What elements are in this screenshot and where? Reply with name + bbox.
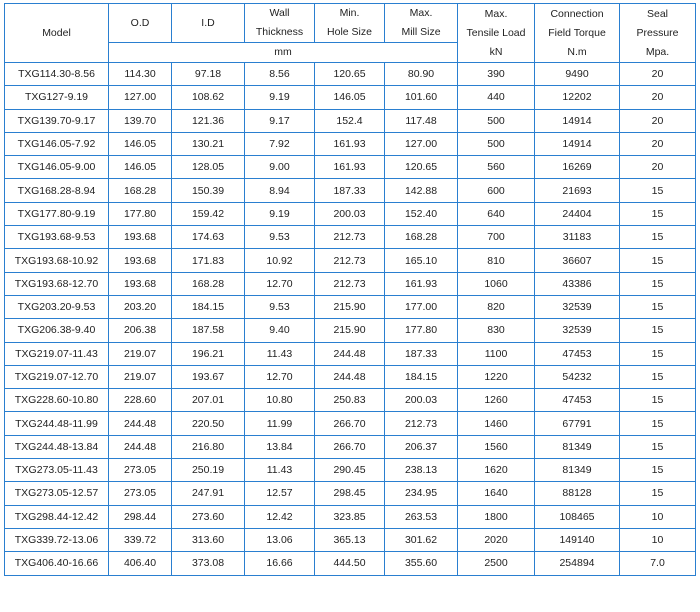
- cell-od: 244.48: [109, 412, 172, 435]
- cell-max-mill-size: 184.15: [385, 365, 458, 388]
- cell-field-torque: 88128: [535, 482, 620, 505]
- cell-min-hole-size: 152.4: [315, 109, 385, 132]
- cell-max-mill-size: 80.90: [385, 63, 458, 86]
- table-row: [5, 132, 696, 155]
- table-row: [5, 412, 696, 435]
- cell-id: 97.18: [172, 63, 245, 86]
- header-min-hole-line2: Hole Size: [327, 26, 372, 38]
- table-row: [5, 459, 696, 482]
- cell-field-torque: 149140: [535, 528, 620, 551]
- cell-id: 108.62: [172, 86, 245, 109]
- header-id: [172, 4, 245, 43]
- cell-id: 121.36: [172, 109, 245, 132]
- header-seal-pressure: [620, 4, 696, 63]
- cell-max-mill-size: 355.60: [385, 552, 458, 575]
- cell-od: 168.28: [109, 179, 172, 202]
- cell-seal-pressure: 15: [620, 319, 696, 342]
- cell-min-hole-size: 444.50: [315, 552, 385, 575]
- cell-seal-pressure: 15: [620, 249, 696, 272]
- header-wall-line2: Thickness: [255, 26, 304, 38]
- cell-field-torque: 67791: [535, 412, 620, 435]
- cell-field-torque: 16269: [535, 156, 620, 179]
- cell-field-torque: 31183: [535, 226, 620, 249]
- cell-model: TXG146.05-7.92: [5, 132, 109, 155]
- cell-field-torque: 47453: [535, 342, 620, 365]
- cell-model: TXG206.38-9.40: [5, 319, 109, 342]
- cell-od: 177.80: [109, 202, 172, 225]
- cell-model: TXG339.72-13.06: [5, 528, 109, 551]
- cell-min-hole-size: 215.90: [315, 295, 385, 318]
- cell-min-hole-size: 120.65: [315, 63, 385, 86]
- cell-max-tensile-load: 1060: [458, 272, 535, 295]
- cell-wall-thickness: 9.19: [245, 86, 315, 109]
- cell-seal-pressure: 15: [620, 179, 696, 202]
- cell-wall-thickness: 9.40: [245, 319, 315, 342]
- cell-field-torque: 32539: [535, 295, 620, 318]
- header-wall-thickness: [245, 4, 315, 43]
- header-torque-line1: Connection: [550, 7, 604, 20]
- cell-od: 193.68: [109, 272, 172, 295]
- cell-od: 219.07: [109, 365, 172, 388]
- header-seal-line2: Pressure: [636, 26, 679, 39]
- cell-od: 244.48: [109, 435, 172, 458]
- cell-id: 216.80: [172, 435, 245, 458]
- cell-seal-pressure: 15: [620, 459, 696, 482]
- cell-seal-pressure: 20: [620, 109, 696, 132]
- header-tensile-line1: Max.: [484, 7, 508, 20]
- cell-wall-thickness: 11.99: [245, 412, 315, 435]
- cell-field-torque: 81349: [535, 459, 620, 482]
- cell-id: 130.21: [172, 132, 245, 155]
- table-row: [5, 342, 696, 365]
- cell-max-tensile-load: 1800: [458, 505, 535, 528]
- cell-max-mill-size: 127.00: [385, 132, 458, 155]
- cell-id: 313.60: [172, 528, 245, 551]
- header-max-mill-line1: Max.: [409, 7, 433, 19]
- cell-model: TXG177.80-9.19: [5, 202, 109, 225]
- cell-model: TXG244.48-11.99: [5, 412, 109, 435]
- table-body: [5, 63, 696, 576]
- cell-model: TXG273.05-11.43: [5, 459, 109, 482]
- cell-min-hole-size: 212.73: [315, 226, 385, 249]
- cell-id: 171.83: [172, 249, 245, 272]
- cell-wall-thickness: 11.43: [245, 342, 315, 365]
- cell-seal-pressure: 10: [620, 505, 696, 528]
- cell-od: 203.20: [109, 295, 172, 318]
- cell-model: TXG193.68-9.53: [5, 226, 109, 249]
- cell-max-tensile-load: 1260: [458, 389, 535, 412]
- header-min-hole-size: [315, 4, 385, 43]
- cell-model: TXG146.05-9.00: [5, 156, 109, 179]
- table-row: [5, 365, 696, 388]
- cell-max-tensile-load: 1460: [458, 412, 535, 435]
- cell-field-torque: 108465: [535, 505, 620, 528]
- cell-field-torque: 14914: [535, 132, 620, 155]
- table-row: [5, 109, 696, 132]
- header-od-label: O.D: [130, 16, 150, 29]
- cell-min-hole-size: 161.93: [315, 132, 385, 155]
- table-row: [5, 86, 696, 109]
- cell-wall-thickness: 10.92: [245, 249, 315, 272]
- table-row: [5, 482, 696, 505]
- cell-min-hole-size: 161.93: [315, 156, 385, 179]
- cell-id: 273.60: [172, 505, 245, 528]
- cell-min-hole-size: 244.48: [315, 342, 385, 365]
- cell-max-tensile-load: 600: [458, 179, 535, 202]
- table-row: [5, 202, 696, 225]
- table-row: [5, 179, 696, 202]
- cell-min-hole-size: 212.73: [315, 272, 385, 295]
- cell-min-hole-size: 250.83: [315, 389, 385, 412]
- cell-field-torque: 24404: [535, 202, 620, 225]
- cell-seal-pressure: 15: [620, 342, 696, 365]
- cell-id: 128.05: [172, 156, 245, 179]
- table-row: [5, 249, 696, 272]
- cell-max-tensile-load: 440: [458, 86, 535, 109]
- header-tensile-unit: kN: [489, 45, 503, 58]
- cell-od: 406.40: [109, 552, 172, 575]
- cell-max-tensile-load: 2020: [458, 528, 535, 551]
- cell-wall-thickness: 10.80: [245, 389, 315, 412]
- cell-id: 250.19: [172, 459, 245, 482]
- cell-max-mill-size: 142.88: [385, 179, 458, 202]
- table-row: [5, 272, 696, 295]
- cell-model: TXG244.48-13.84: [5, 435, 109, 458]
- cell-field-torque: 47453: [535, 389, 620, 412]
- cell-max-mill-size: 177.00: [385, 295, 458, 318]
- cell-seal-pressure: 10: [620, 528, 696, 551]
- cell-min-hole-size: 298.45: [315, 482, 385, 505]
- cell-id: 193.67: [172, 365, 245, 388]
- cell-min-hole-size: 244.48: [315, 365, 385, 388]
- cell-model: TXG219.07-11.43: [5, 342, 109, 365]
- cell-max-mill-size: 117.48: [385, 109, 458, 132]
- header-max-tensile-load: [458, 4, 535, 63]
- cell-min-hole-size: 212.73: [315, 249, 385, 272]
- table-row: [5, 505, 696, 528]
- cell-max-tensile-load: 820: [458, 295, 535, 318]
- cell-wall-thickness: 12.70: [245, 272, 315, 295]
- cell-wall-thickness: 7.92: [245, 132, 315, 155]
- cell-od: 273.05: [109, 482, 172, 505]
- cell-min-hole-size: 200.03: [315, 202, 385, 225]
- cell-max-mill-size: 165.10: [385, 249, 458, 272]
- cell-od: 139.70: [109, 109, 172, 132]
- cell-seal-pressure: 20: [620, 156, 696, 179]
- cell-model: TXG127-9.19: [5, 86, 109, 109]
- header-model: [5, 4, 109, 63]
- cell-seal-pressure: 15: [620, 202, 696, 225]
- table-row: [5, 389, 696, 412]
- cell-field-torque: 21693: [535, 179, 620, 202]
- cell-seal-pressure: 7.0: [620, 552, 696, 575]
- cell-field-torque: 12202: [535, 86, 620, 109]
- cell-max-mill-size: 206.37: [385, 435, 458, 458]
- cell-max-mill-size: 120.65: [385, 156, 458, 179]
- cell-max-tensile-load: 1220: [458, 365, 535, 388]
- table-row: [5, 319, 696, 342]
- table-header: [5, 4, 696, 63]
- header-torque-unit: N.m: [567, 45, 587, 58]
- cell-max-mill-size: 187.33: [385, 342, 458, 365]
- cell-seal-pressure: 15: [620, 412, 696, 435]
- cell-max-mill-size: 212.73: [385, 412, 458, 435]
- cell-field-torque: 254894: [535, 552, 620, 575]
- cell-model: TXG219.07-12.70: [5, 365, 109, 388]
- cell-seal-pressure: 15: [620, 365, 696, 388]
- cell-model: TXG168.28-8.94: [5, 179, 109, 202]
- cell-max-mill-size: 263.53: [385, 505, 458, 528]
- cell-model: TXG228.60-10.80: [5, 389, 109, 412]
- table-row: [5, 295, 696, 318]
- header-od: [109, 4, 172, 43]
- cell-id: 184.15: [172, 295, 245, 318]
- header-min-hole-line1: Min.: [339, 7, 360, 19]
- cell-wall-thickness: 13.06: [245, 528, 315, 551]
- header-max-mill-line2: Mill Size: [401, 26, 441, 38]
- cell-field-torque: 32539: [535, 319, 620, 342]
- cell-seal-pressure: 15: [620, 226, 696, 249]
- cell-field-torque: 54232: [535, 365, 620, 388]
- cell-max-tensile-load: 700: [458, 226, 535, 249]
- cell-max-tensile-load: 810: [458, 249, 535, 272]
- cell-seal-pressure: 15: [620, 389, 696, 412]
- table-row: [5, 552, 696, 575]
- cell-od: 273.05: [109, 459, 172, 482]
- cell-od: 114.30: [109, 63, 172, 86]
- header-model-label: Model: [42, 26, 71, 39]
- header-mm-unit-label: mm: [274, 46, 292, 58]
- cell-wall-thickness: 12.57: [245, 482, 315, 505]
- cell-wall-thickness: 12.42: [245, 505, 315, 528]
- cell-od: 127.00: [109, 86, 172, 109]
- header-mm-unit: [109, 43, 458, 63]
- header-seal-line1: Seal: [646, 7, 668, 20]
- cell-max-mill-size: 200.03: [385, 389, 458, 412]
- cell-wall-thickness: 13.84: [245, 435, 315, 458]
- cell-field-torque: 43386: [535, 272, 620, 295]
- cell-id: 207.01: [172, 389, 245, 412]
- cell-field-torque: 81349: [535, 435, 620, 458]
- cell-od: 228.60: [109, 389, 172, 412]
- header-seal-unit: Mpa.: [645, 45, 670, 58]
- cell-wall-thickness: 9.53: [245, 295, 315, 318]
- cell-id: 159.42: [172, 202, 245, 225]
- cell-model: TXG193.68-12.70: [5, 272, 109, 295]
- cell-id: 168.28: [172, 272, 245, 295]
- cell-max-tensile-load: 1640: [458, 482, 535, 505]
- cell-id: 220.50: [172, 412, 245, 435]
- cell-max-tensile-load: 640: [458, 202, 535, 225]
- cell-max-mill-size: 152.40: [385, 202, 458, 225]
- cell-wall-thickness: 16.66: [245, 552, 315, 575]
- cell-od: 219.07: [109, 342, 172, 365]
- table-row: [5, 528, 696, 551]
- cell-min-hole-size: 215.90: [315, 319, 385, 342]
- header-tensile-line2: Tensile Load: [466, 26, 526, 39]
- header-connection-field-torque: [535, 4, 620, 63]
- cell-max-tensile-load: 1560: [458, 435, 535, 458]
- cell-model: TXG193.68-10.92: [5, 249, 109, 272]
- cell-od: 339.72: [109, 528, 172, 551]
- header-id-label: I.D: [201, 16, 215, 29]
- cell-field-torque: 14914: [535, 109, 620, 132]
- cell-min-hole-size: 146.05: [315, 86, 385, 109]
- cell-max-tensile-load: 830: [458, 319, 535, 342]
- cell-id: 247.91: [172, 482, 245, 505]
- cell-max-tensile-load: 500: [458, 132, 535, 155]
- cell-wall-thickness: 9.00: [245, 156, 315, 179]
- cell-id: 373.08: [172, 552, 245, 575]
- cell-id: 187.58: [172, 319, 245, 342]
- cell-wall-thickness: 9.17: [245, 109, 315, 132]
- cell-model: TXG406.40-16.66: [5, 552, 109, 575]
- cell-max-mill-size: 238.13: [385, 459, 458, 482]
- cell-min-hole-size: 323.85: [315, 505, 385, 528]
- header-max-mill-size: [385, 4, 458, 43]
- cell-max-tensile-load: 2500: [458, 552, 535, 575]
- cell-seal-pressure: 15: [620, 435, 696, 458]
- cell-max-tensile-load: 390: [458, 63, 535, 86]
- cell-max-tensile-load: 1620: [458, 459, 535, 482]
- table-row: [5, 435, 696, 458]
- cell-min-hole-size: 266.70: [315, 412, 385, 435]
- header-torque-line2: Field Torque: [548, 26, 606, 39]
- cell-field-torque: 36607: [535, 249, 620, 272]
- cell-wall-thickness: 8.94: [245, 179, 315, 202]
- cell-max-mill-size: 168.28: [385, 226, 458, 249]
- cell-field-torque: 9490: [535, 63, 620, 86]
- cell-seal-pressure: 20: [620, 132, 696, 155]
- cell-max-tensile-load: 500: [458, 109, 535, 132]
- cell-seal-pressure: 15: [620, 295, 696, 318]
- cell-max-tensile-load: 1100: [458, 342, 535, 365]
- cell-id: 150.39: [172, 179, 245, 202]
- cell-min-hole-size: 187.33: [315, 179, 385, 202]
- cell-wall-thickness: 12.70: [245, 365, 315, 388]
- table-row: [5, 226, 696, 249]
- cell-wall-thickness: 9.53: [245, 226, 315, 249]
- cell-max-mill-size: 234.95: [385, 482, 458, 505]
- cell-seal-pressure: 15: [620, 482, 696, 505]
- cell-od: 298.44: [109, 505, 172, 528]
- cell-wall-thickness: 9.19: [245, 202, 315, 225]
- cell-model: TXG139.70-9.17: [5, 109, 109, 132]
- cell-od: 206.38: [109, 319, 172, 342]
- cell-wall-thickness: 11.43: [245, 459, 315, 482]
- cell-od: 193.68: [109, 226, 172, 249]
- cell-max-mill-size: 301.62: [385, 528, 458, 551]
- cell-min-hole-size: 266.70: [315, 435, 385, 458]
- cell-model: TXG114.30-8.56: [5, 63, 109, 86]
- cell-od: 193.68: [109, 249, 172, 272]
- cell-model: TXG273.05-12.57: [5, 482, 109, 505]
- header-wall-line1: Wall: [269, 7, 290, 19]
- cell-max-mill-size: 101.60: [385, 86, 458, 109]
- cell-od: 146.05: [109, 132, 172, 155]
- cell-model: TXG203.20-9.53: [5, 295, 109, 318]
- cell-od: 146.05: [109, 156, 172, 179]
- cell-max-mill-size: 161.93: [385, 272, 458, 295]
- cell-min-hole-size: 290.45: [315, 459, 385, 482]
- cell-min-hole-size: 365.13: [315, 528, 385, 551]
- cell-max-tensile-load: 560: [458, 156, 535, 179]
- cell-wall-thickness: 8.56: [245, 63, 315, 86]
- cell-id: 196.21: [172, 342, 245, 365]
- spec-table-container: [4, 3, 696, 576]
- cell-model: TXG298.44-12.42: [5, 505, 109, 528]
- cell-seal-pressure: 15: [620, 272, 696, 295]
- table-row: [5, 63, 696, 86]
- cell-max-mill-size: 177.80: [385, 319, 458, 342]
- table-row: [5, 156, 696, 179]
- cell-id: 174.63: [172, 226, 245, 249]
- cell-seal-pressure: 20: [620, 86, 696, 109]
- cell-seal-pressure: 20: [620, 63, 696, 86]
- spec-table: [4, 3, 696, 576]
